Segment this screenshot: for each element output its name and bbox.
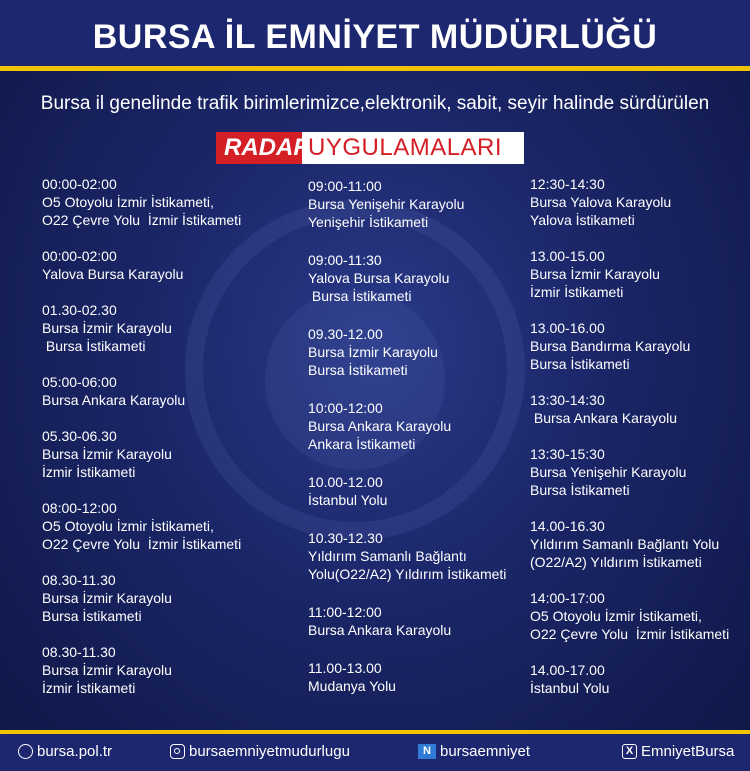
schedule-entry: [42, 175, 292, 229]
entry-time: 10.30-12.30: [308, 530, 383, 546]
entry-location: O5 Otoyolu İzmir İstikameti, O22 Çevre Yolu İzmir İstikameti: [42, 194, 242, 228]
entry-time: 10:00-12:00: [308, 400, 383, 416]
entry-time: 09.30-12.00: [308, 326, 383, 342]
entry-time: 14:00-17:00: [530, 590, 605, 606]
entry-location: Bursa İzmir Karayolu İzmir İstikameti: [530, 266, 660, 300]
entry-location: Bursa Ankara Karayolu: [308, 622, 452, 638]
schedule-column-3: [530, 175, 750, 715]
banner-radar-label: RADAR: [216, 132, 302, 164]
entry-location: Bursa İzmir Karayolu Bursa İstikameti: [42, 320, 172, 354]
entry-time: 08.30-11.30: [42, 644, 116, 660]
entry-time: 01.30-02.30: [42, 302, 117, 318]
entry-location: İstanbul Yolu: [308, 492, 388, 508]
entry-time: 13:30-14:30: [530, 392, 605, 408]
entry-time: 00:00-02:00: [42, 176, 117, 192]
schedule-entry: [42, 643, 292, 697]
entry-location: İstanbul Yolu: [530, 680, 610, 696]
schedule-entry: [308, 325, 528, 379]
entry-location: O5 Otoyolu İzmir İstikameti, O22 Çevre Yolu İzmir İstikameti: [530, 608, 730, 642]
entry-time: 13.00-15.00: [530, 248, 605, 264]
schedule-entry: [42, 427, 292, 481]
page-title: BURSA İL EMNİYET MÜDÜRLÜĞÜ: [92, 18, 658, 56]
entry-time: 09:00-11:00: [308, 178, 382, 194]
entry-location: Yıldırım Samanlı Bağlantı Yolu(O22/A2) Yıldırım İstikameti: [308, 548, 507, 582]
entry-location: Bursa Yenişehir Karayolu Bursa İstikameti: [530, 464, 687, 498]
entry-location: Bursa İzmir Karayolu İzmir İstikameti: [42, 446, 172, 480]
entry-location: Bursa Yalova Karayolu Yalova İstikameti: [530, 194, 672, 228]
entry-location: Yıldırım Samanlı Bağlantı Yolu (O22/A2) Yıldırım İstikameti: [530, 536, 720, 570]
entry-time: 11:00-12:00: [308, 604, 382, 620]
entry-location: Bursa İzmir Karayolu Bursa İstikameti: [42, 590, 172, 624]
entry-time: 10.00-12.00: [308, 474, 383, 490]
schedule-column-1: [42, 175, 292, 715]
entry-location: Bursa İzmir Karayolu İzmir İstikameti: [42, 662, 172, 696]
schedule-entry: [308, 473, 528, 509]
entry-location: Yalova Bursa Karayolu Bursa İstikameti: [308, 270, 450, 304]
x-icon: X: [622, 744, 637, 759]
schedule-entry: [530, 247, 750, 301]
entry-location: Bursa Ankara Karayolu: [530, 410, 678, 426]
schedule-entry: [308, 603, 528, 639]
globe-icon: [18, 744, 33, 759]
entry-time: 05:00-06:00: [42, 374, 117, 390]
schedule-entry: [308, 251, 528, 305]
schedule-entry: [530, 391, 750, 427]
entry-location: Bursa İzmir Karayolu Bursa İstikameti: [308, 344, 438, 378]
schedule-entry: [530, 517, 750, 571]
entry-time: 08:00-12:00: [42, 500, 117, 516]
schedule-entry: [42, 301, 292, 355]
entry-location: Bursa Ankara Karayolu: [42, 392, 186, 408]
entry-time: 11.00-13.00: [308, 660, 382, 676]
schedule-entry: [308, 399, 528, 453]
schedule-entry: [308, 177, 528, 231]
header-divider: [0, 66, 750, 71]
nsosyal-icon: N: [418, 744, 436, 759]
schedule-entry: [42, 499, 292, 553]
entry-time: 00:00-02:00: [42, 248, 117, 264]
instagram-icon: [170, 744, 185, 759]
nsosyal-link[interactable]: [418, 743, 530, 760]
schedule-entry: [530, 589, 750, 643]
schedule-entry: [530, 175, 750, 229]
subtitle: Bursa il genelinde trafik birimlerimizce,elektronik, sabit, seyir halinde sürdürülen: [40, 93, 710, 114]
entry-time: 14.00-16.30: [530, 518, 605, 534]
entry-location: Yalova Bursa Karayolu: [42, 266, 184, 282]
radar-banner: [216, 132, 524, 164]
banner-rest-label: UYGULAMALARI: [308, 134, 503, 161]
website-label: bursa.pol.tr: [37, 743, 113, 760]
schedule-column-2: [308, 177, 528, 715]
schedule-entry: [530, 445, 750, 499]
schedule-entry: [42, 247, 292, 283]
schedule-entry: [530, 661, 750, 697]
entry-location: Bursa Ankara Karayolu Ankara İstikameti: [308, 418, 452, 452]
entry-time: 08.30-11.30: [42, 572, 116, 588]
schedule-entry: [42, 373, 292, 409]
entry-location: Mudanya Yolu: [308, 678, 396, 694]
instagram-link[interactable]: [170, 743, 350, 760]
entry-time: 14.00-17.00: [530, 662, 605, 678]
entry-location: Bursa Yenişehir Karayolu Yenişehir İstikameti: [308, 196, 465, 230]
website-link[interactable]: [18, 743, 112, 760]
schedule-entry: [308, 659, 528, 695]
schedule-entry: [308, 529, 528, 583]
entry-location: O5 Otoyolu İzmir İstikameti, O22 Çevre Yolu İzmir İstikameti: [42, 518, 242, 552]
entry-time: 12:30-14:30: [530, 176, 605, 192]
entry-time: 05.30-06.30: [42, 428, 117, 444]
x-link[interactable]: [622, 743, 734, 760]
nsosyal-label: bursaemniyet: [440, 743, 531, 760]
entry-time: 13.00-16.00: [530, 320, 605, 336]
x-label: EmniyetBursa: [641, 743, 735, 760]
entry-time: 09:00-11:30: [308, 252, 382, 268]
entry-location: Bursa Bandırma Karayolu Bursa İstikameti: [530, 338, 691, 372]
instagram-label: bursaemniyetmudurlugu: [189, 743, 350, 760]
entry-time: 13:30-15:30: [530, 446, 605, 462]
schedule-entry: [530, 319, 750, 373]
schedule-entry: [42, 571, 292, 625]
